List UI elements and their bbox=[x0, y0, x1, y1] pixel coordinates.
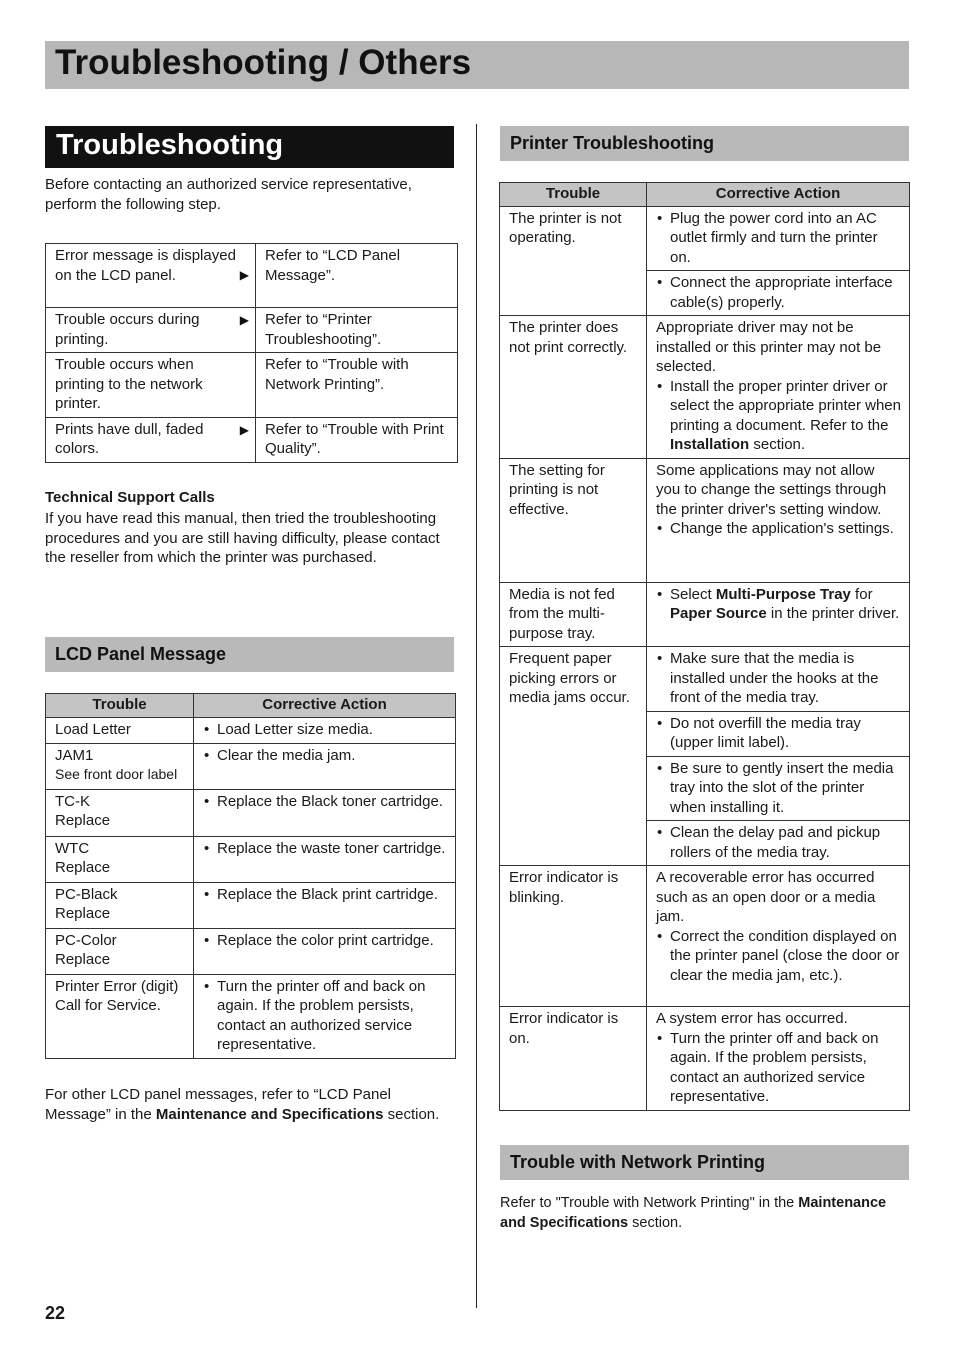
problem-cell bbox=[46, 244, 256, 308]
action-cell bbox=[647, 582, 910, 647]
action-cell bbox=[194, 743, 456, 789]
problem-text: Trouble occurs during printing. bbox=[55, 311, 200, 348]
trouble-subtext: Replace bbox=[55, 905, 111, 922]
table-row bbox=[46, 244, 458, 308]
trouble-cell: Error indicator is blinking. bbox=[500, 866, 647, 1007]
table-row bbox=[500, 647, 910, 712]
action-cell bbox=[647, 271, 910, 316]
printer-heading-bar bbox=[500, 126, 909, 161]
action-text: Some applications may not allow you to change the settings through the printer driver's setting window. bbox=[656, 461, 887, 518]
table-row bbox=[500, 866, 910, 1007]
table-row bbox=[46, 308, 458, 353]
table-header-row bbox=[46, 694, 456, 718]
column-header: Trouble bbox=[500, 183, 647, 207]
trouble-subtext: Replace bbox=[55, 812, 111, 829]
problem-text: Trouble occurs when printing to the network printer. bbox=[55, 356, 203, 412]
trouble-cell bbox=[46, 717, 194, 743]
action-item: • Replace the Black toner cartridge. bbox=[203, 792, 447, 812]
troubleshooting-heading bbox=[45, 126, 454, 168]
table-row bbox=[46, 928, 456, 974]
table-row bbox=[46, 353, 458, 418]
problem-cell bbox=[46, 308, 256, 353]
action-cell bbox=[647, 206, 910, 271]
action-item: • Plug the power cord into an AC outlet firmly and turn the printer on. bbox=[656, 209, 901, 268]
action-item: • Load Letter size media. bbox=[203, 720, 447, 740]
action-cell bbox=[647, 316, 910, 459]
table-row bbox=[500, 582, 910, 647]
trouble-subtext: Replace bbox=[55, 859, 111, 876]
page-banner bbox=[45, 41, 909, 89]
support-heading: Technical Support Calls bbox=[45, 489, 215, 506]
trouble-cell bbox=[46, 974, 194, 1058]
table-row bbox=[500, 1007, 910, 1111]
action-cell: Refer to “Printer Troubleshooting”. bbox=[256, 308, 458, 353]
lcd-heading: LCD Panel Message bbox=[55, 644, 227, 664]
column-header: Corrective Action bbox=[194, 694, 456, 718]
action-item: • Turn the printer off and back on again. If the problem persists, contact an authorized service representative. bbox=[203, 977, 447, 1055]
action-cell bbox=[647, 756, 910, 821]
table-row bbox=[46, 743, 456, 789]
action-cell bbox=[194, 974, 456, 1058]
action-cell bbox=[647, 711, 910, 756]
action-cell bbox=[194, 882, 456, 928]
lcd-heading-bar bbox=[45, 637, 454, 672]
column-header: Corrective Action bbox=[647, 183, 910, 207]
trouble-subtext: See front door label bbox=[55, 766, 178, 782]
trouble-cell bbox=[46, 789, 194, 836]
action-item: • Install the proper printer driver or select the appropriate printer when printing a document. Refer to the Installation section. bbox=[656, 377, 901, 455]
problem-cell bbox=[46, 417, 256, 462]
action-cell bbox=[194, 836, 456, 882]
troubleshooting-nav-table bbox=[45, 243, 458, 463]
action-item: • Connect the appropriate interface cable(s) properly. bbox=[656, 273, 901, 312]
action-item: • Be sure to gently insert the media tray into the slot of the printer when installing it. bbox=[656, 759, 901, 818]
trouble-cell: The printer does not print correctly. bbox=[500, 316, 647, 459]
network-heading: Trouble with Network Printing bbox=[510, 1152, 766, 1172]
trouble-cell: Frequent paper picking errors or media jams occur. bbox=[500, 647, 647, 866]
trouble-text: PC-Black bbox=[55, 885, 118, 903]
problem-text: Prints have dull, faded colors. bbox=[55, 420, 204, 457]
action-text: A system error has occurred. bbox=[656, 1010, 848, 1027]
lcd-footer-note: For other LCD panel messages, refer to “LCD Panel Message” in the Maintenance and Specifications section. bbox=[45, 1086, 440, 1123]
action-item: • Turn the printer off and back on again. If the problem persists, contact an authorized service representative. bbox=[656, 1029, 901, 1107]
page-title: Troubleshooting / Others bbox=[55, 43, 472, 82]
action-cell bbox=[194, 717, 456, 743]
table-row bbox=[500, 206, 910, 271]
printer-heading: Printer Troubleshooting bbox=[510, 133, 715, 153]
action-cell bbox=[647, 821, 910, 866]
action-cell: Refer to “Trouble with Network Printing”. bbox=[256, 353, 458, 418]
action-text: A recoverable error has occurred such as an open door or a media jam. bbox=[656, 869, 876, 925]
action-item: • Change the application's settings. bbox=[656, 519, 901, 539]
action-item: • Select Multi-Purpose Tray for Paper Source in the printer driver. bbox=[656, 585, 901, 624]
printer-troubleshooting-table bbox=[499, 182, 910, 1111]
action-cell bbox=[647, 866, 910, 1007]
trouble-text: WTC bbox=[55, 839, 90, 857]
table-row bbox=[46, 789, 456, 836]
arrow-right-icon: ▶ bbox=[239, 268, 249, 282]
table-row bbox=[46, 717, 456, 743]
trouble-cell bbox=[46, 928, 194, 974]
page-number: 22 bbox=[45, 1303, 66, 1323]
trouble-subtext: Call for Service. bbox=[55, 997, 161, 1014]
network-heading-bar bbox=[500, 1145, 909, 1180]
support-text: If you have read this manual, then tried the troubleshooting procedures and you are still having difficulty, please contact the reseller from which the printer was purchased. bbox=[45, 510, 440, 566]
table-row bbox=[46, 836, 456, 882]
problem-cell bbox=[46, 353, 256, 418]
action-cell bbox=[647, 1007, 910, 1111]
trouble-cell: The printer is not operating. bbox=[500, 206, 647, 316]
trouble-cell bbox=[46, 882, 194, 928]
action-cell: Refer to “LCD Panel Message”. bbox=[256, 244, 458, 308]
trouble-cell: The setting for printing is not effective. bbox=[500, 458, 647, 582]
table-row bbox=[500, 316, 910, 459]
trouble-subtext: Replace bbox=[55, 951, 111, 968]
trouble-text: TC-K bbox=[55, 792, 90, 810]
trouble-text: Printer Error (digit) bbox=[55, 977, 179, 995]
table-header-row bbox=[500, 183, 910, 207]
column-divider bbox=[476, 124, 477, 1308]
problem-text: Error message is displayed on the LCD panel. bbox=[55, 247, 236, 284]
action-cell bbox=[194, 928, 456, 974]
trouble-cell: Error indicator is on. bbox=[500, 1007, 647, 1111]
action-item: • Replace the color print cartridge. bbox=[203, 931, 447, 951]
arrow-right-icon: ▶ bbox=[239, 422, 249, 437]
table-row bbox=[46, 974, 456, 1058]
section-title: Troubleshooting bbox=[56, 129, 284, 161]
action-item: • Clean the delay pad and pickup rollers of the media tray. bbox=[656, 823, 901, 862]
table-row bbox=[46, 882, 456, 928]
action-item: • Do not overfill the media tray (upper limit label). bbox=[656, 714, 901, 753]
lcd-message-table bbox=[45, 693, 456, 1059]
action-item: • Clear the media jam. bbox=[203, 746, 447, 766]
trouble-text: PC-Color bbox=[55, 931, 117, 949]
action-item: • Replace the Black print cartridge. bbox=[203, 885, 447, 905]
table-row bbox=[46, 417, 458, 462]
trouble-cell: Media is not fed from the multi-purpose tray. bbox=[500, 582, 647, 647]
column-header: Trouble bbox=[46, 694, 194, 718]
network-note: Refer to "Trouble with Network Printing" in the Maintenance and Specifications section. bbox=[500, 1195, 887, 1231]
intro-text: Before contacting an authorized service representative, perform the following step. bbox=[45, 176, 412, 213]
table-row bbox=[500, 458, 910, 582]
action-cell bbox=[647, 647, 910, 712]
trouble-text: JAM1 bbox=[55, 746, 94, 764]
arrow-right-icon: ▶ bbox=[239, 313, 249, 327]
action-text: Appropriate driver may not be installed or this printer may not be selected. bbox=[656, 319, 882, 375]
action-cell bbox=[194, 789, 456, 836]
trouble-text: Load Letter bbox=[55, 720, 131, 738]
action-item: • Replace the waste toner cartridge. bbox=[203, 839, 447, 859]
action-item: • Make sure that the media is installed under the hooks at the front of the media tray. bbox=[656, 649, 901, 708]
action-item: • Correct the condition displayed on the printer panel (close the door or clear the media jam, etc.). bbox=[656, 927, 901, 986]
trouble-cell bbox=[46, 743, 194, 789]
action-cell bbox=[647, 458, 910, 582]
trouble-cell bbox=[46, 836, 194, 882]
action-cell: Refer to “Trouble with Print Quality”. bbox=[256, 417, 458, 462]
